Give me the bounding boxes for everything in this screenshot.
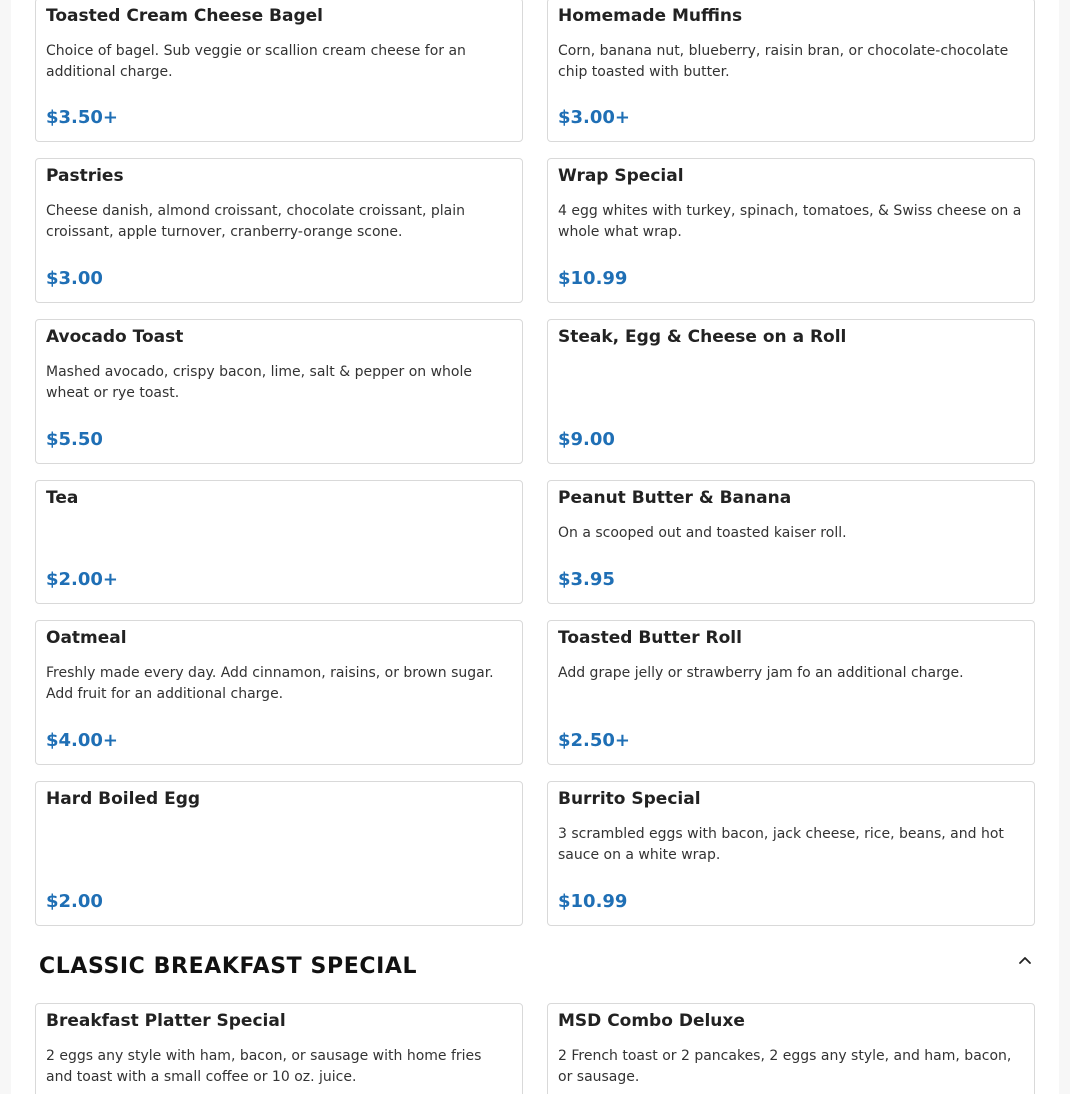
menu-item-price: $5.50 [46, 429, 103, 450]
section-title: CLASSIC BREAKFAST SPECIAL [39, 954, 418, 979]
menu-item-card[interactable] [547, 319, 1035, 464]
menu-item-name: Steak, Egg & Cheese on a Roll [558, 327, 847, 347]
menu-item-name: Avocado Toast [46, 327, 184, 347]
menu-item-description: Add grape jelly or strawberry jam fo an additional charge. [558, 665, 964, 681]
menu-item-description: On a scooped out and toasted kaiser roll. [558, 525, 847, 541]
menu-item-card[interactable] [35, 620, 523, 765]
menu-item-price: $10.99 [558, 891, 628, 912]
menu-item-name: Breakfast Platter Special [46, 1011, 286, 1031]
menu-item-description: 2 French toast or 2 pancakes, 2 eggs any style, and ham, bacon, or sausage. [558, 1048, 1012, 1085]
menu-item-card[interactable] [35, 158, 523, 303]
menu-item-price: $9.00 [558, 429, 615, 450]
menu-item-description: Mashed avocado, crispy bacon, lime, salt & pepper on whole wheat or rye toast. [46, 364, 472, 401]
menu-item-name: Hard Boiled Egg [46, 789, 201, 809]
menu-item-description: 2 eggs any style with ham, bacon, or sausage with home fries and toast with a small coffee or 10 oz. juice. [46, 1048, 482, 1085]
menu-item-price: $3.95 [558, 569, 615, 590]
menu-item-card[interactable] [547, 158, 1035, 303]
menu-item-card[interactable] [35, 319, 523, 464]
menu-item-name: Pastries [46, 166, 124, 186]
menu-item-name: Peanut Butter & Banana [558, 488, 792, 508]
section-header-classic-breakfast[interactable] [39, 950, 1033, 986]
menu-item-name: Toasted Butter Roll [558, 628, 742, 648]
menu-item-price: $3.00+ [558, 107, 631, 128]
menu-item-name: Burrito Special [558, 789, 701, 809]
menu-item-card[interactable] [35, 0, 523, 142]
menu-page [11, 0, 1059, 1094]
menu-item-description: Choice of bagel. Sub veggie or scallion cream cheese for an additional charge. [46, 43, 466, 80]
menu-item-description: 3 scrambled eggs with bacon, jack cheese, rice, beans, and hot sauce on a white wrap. [558, 826, 1004, 863]
menu-item-price: $2.50+ [558, 730, 631, 751]
menu-item-name: Toasted Cream Cheese Bagel [46, 6, 324, 26]
menu-item-price: $2.00 [46, 891, 103, 912]
menu-item-price: $10.99 [558, 268, 628, 289]
menu-item-card[interactable] [547, 0, 1035, 142]
menu-item-card[interactable] [35, 480, 523, 604]
menu-item-card[interactable] [547, 480, 1035, 604]
menu-item-price: $4.00+ [46, 730, 119, 751]
menu-item-card[interactable] [547, 620, 1035, 765]
menu-item-name: Tea [46, 488, 79, 508]
menu-item-price: $3.00 [46, 268, 103, 289]
menu-items-grid [35, 0, 1034, 926]
menu-item-price: $2.00+ [46, 569, 119, 590]
menu-item-card[interactable] [35, 781, 523, 926]
menu-item-description: Freshly made every day. Add cinnamon, raisins, or brown sugar. Add fruit for an additional charge. [46, 665, 494, 702]
menu-item-name: Wrap Special [558, 166, 684, 186]
menu-item-description: Cheese danish, almond croissant, chocolate croissant, plain croissant, apple turnover, cranberry-orange scone. [46, 203, 466, 240]
menu-item-card[interactable] [547, 781, 1035, 926]
section-items-grid [35, 1003, 1034, 1094]
menu-item-description: 4 egg whites with turkey, spinach, tomatoes, & Swiss cheese on a whole what wrap. [558, 203, 1022, 240]
menu-item-name: MSD Combo Deluxe [558, 1011, 745, 1031]
menu-item-name: Oatmeal [46, 628, 127, 648]
menu-item-card[interactable] [547, 1003, 1035, 1094]
menu-item-card[interactable] [35, 1003, 523, 1094]
chevron-up-icon[interactable] [1017, 952, 1033, 968]
menu-item-description: Corn, banana nut, blueberry, raisin bran, or chocolate-chocolate chip toasted with butter. [558, 43, 1009, 80]
menu-item-name: Homemade Muffins [558, 6, 743, 26]
menu-item-price: $3.50+ [46, 107, 119, 128]
